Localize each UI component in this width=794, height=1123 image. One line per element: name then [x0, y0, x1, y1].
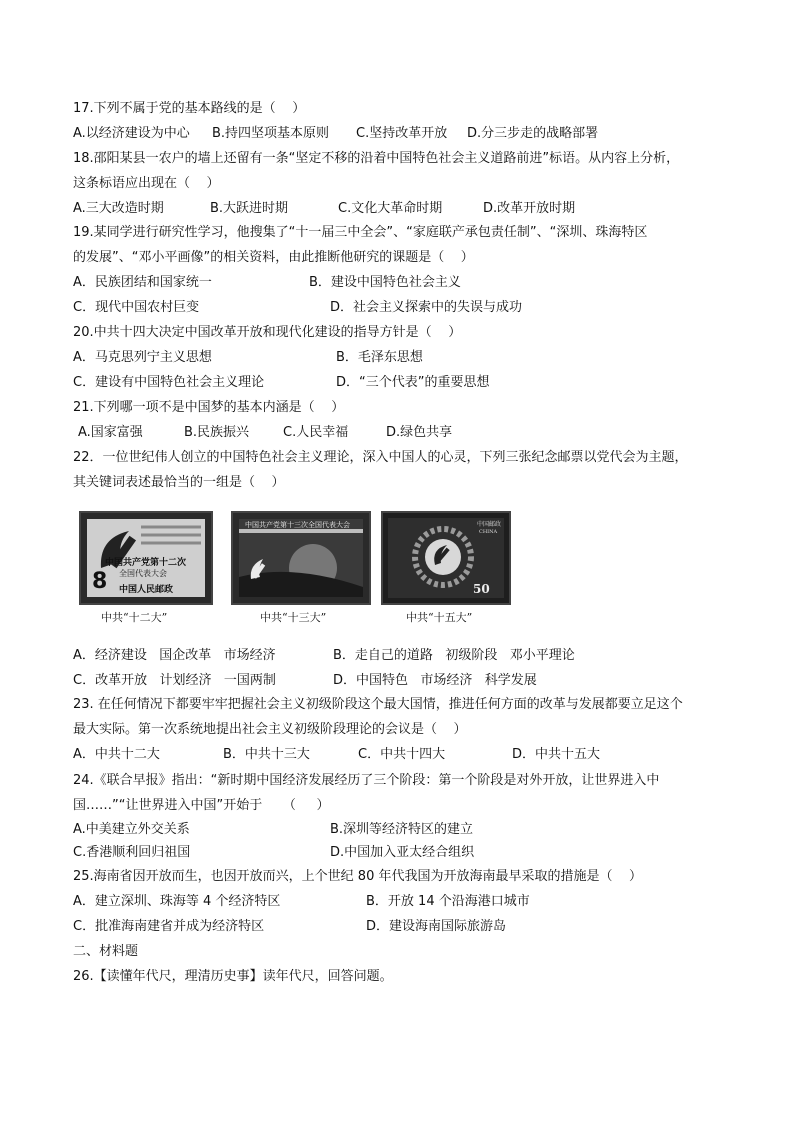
q23-option-b: B．中共十三大	[223, 747, 310, 762]
q22-option-b: B．走自己的道路 初级阶段 邓小平理论	[333, 648, 575, 663]
stamp-12th-value: 8	[92, 569, 108, 594]
stamp-12th-issuer: 中国人民邮政	[119, 585, 174, 595]
stamp-13th-caption: 中共“十三大”	[260, 611, 327, 624]
q19-option-b: B．建设中国特色社会主义	[309, 275, 461, 290]
q25-option-a: A．建立深圳、珠海等 4 个经济特区	[73, 894, 281, 909]
question-26-stem: 26.【读懂年代尺，理清历史事】读年代尺，回答问题。	[73, 969, 393, 984]
question-20-stem: 20.中共十四大决定中国改革开放和现代化建设的指导方针是（ ）	[73, 325, 462, 340]
stamp-12th-congress	[79, 511, 213, 605]
question-22-stem-line1: 22．一位世纪伟人创立的中国特色社会主义理论，深入中国人的心灵，下列三张纪念邮票以党代会为主题，	[73, 450, 688, 465]
question-24-stem-line2: 国……”“让世界进入中国”开始于 （ ）	[73, 798, 330, 813]
question-21-stem: 21.下列哪一项不是中国梦的基本内涵是（ ）	[73, 400, 345, 415]
question-23-stem-line2: 最大实际。第一次系统地提出社会主义初级阶段理论的会议是（ ）	[73, 722, 467, 737]
question-18-stem-line2: 这条标语应出现在（ ）	[73, 176, 220, 191]
q24-option-a: A.中美建立外交关系	[73, 822, 190, 837]
q17-option-a: A.以经济建设为中心	[73, 126, 190, 141]
q20-option-a: A．马克思列宁主义思想	[73, 350, 212, 365]
q25-option-b: B．开放 14 个沿海港口城市	[366, 894, 530, 909]
q24-option-c: C.香港顺利回归祖国	[73, 845, 191, 860]
q21-option-d: D.绿色共享	[386, 425, 453, 440]
q20-option-b: B．毛泽东思想	[336, 350, 423, 365]
stamp-12th-text-1: 中国共产党第十二次	[105, 558, 187, 568]
stamp-12th-text-2: 全国代表大会	[119, 569, 167, 578]
stamp-12th-caption: 中共“十二大”	[101, 611, 168, 624]
q17-option-b: B.持四坚项基本原则	[212, 126, 330, 141]
stamp-15th-congress	[381, 511, 511, 605]
q22-option-a: A．经济建设 国企改革 市场经济	[73, 648, 276, 663]
question-24-stem-line1: 24.《联合早报》指出：“新时期中国经济发展经历了三个阶段：第一个阶段是对外开放，让世界进入中	[73, 773, 660, 788]
q24-option-b: B.深圳等经济特区的建立	[330, 822, 474, 837]
q17-option-c: C.坚持改革开放	[356, 126, 448, 141]
q25-option-d: D．建设海南国际旅游岛	[366, 919, 507, 934]
q18-option-a: A.三大改造时期	[73, 201, 164, 216]
question-22-stem-line2: 其关键词表述最恰当的一组是（ ）	[73, 475, 285, 490]
q21-option-a: A.国家富强	[78, 425, 143, 440]
question-25-stem: 25.海南省因开放而生，也因开放而兴，上个世纪 80 年代我国为开放海南最早采取的措施是（ ）	[73, 869, 643, 884]
stamp-15th-caption: 中共“十五大”	[406, 611, 473, 624]
q25-option-c: C．批准海南建省并成为经济特区	[73, 919, 265, 934]
section-2-heading: 二、材料题	[73, 944, 139, 959]
q17-option-d: D.分三步走的战略部署	[467, 126, 599, 141]
q23-option-a: A．中共十二大	[73, 747, 160, 762]
q22-option-c: C．改革开放 计划经济 一国两制	[73, 673, 276, 688]
q20-option-c: C．建设有中国特色社会主义理论	[73, 375, 265, 390]
question-23-stem-line1: 23. 在任何情况下都要牢牢把握社会主义初级阶段这个最大国情，推进任何方面的改革与发展都要立足这个	[73, 697, 683, 712]
stamp-15th-issuer: 中国邮政	[477, 521, 502, 528]
q21-option-b: B.民族振兴	[184, 425, 250, 440]
q20-option-d: D．“三个代表”的重要思想	[336, 375, 490, 390]
question-19-stem-line2: 的发展”、“邓小平画像”的相关资料，由此推断他研究的课题是（ ）	[73, 250, 474, 265]
question-19-stem-line1: 19.某同学进行研究性学习，他搜集了“十一届三中全会”、“家庭联产承包责任制”、“深圳、珠海特区	[73, 225, 648, 240]
q18-option-d: D.改革开放时期	[483, 201, 576, 216]
q23-option-d: D．中共十五大	[512, 747, 601, 762]
q18-option-c: C.文化大革命时期	[338, 201, 443, 216]
stamp-15th-country: CHINA	[479, 529, 498, 535]
q19-option-c: C．现代中国农村巨变	[73, 300, 200, 315]
stamp-13th-text: 中国共产党第十三次全国代表大会	[245, 521, 350, 529]
q24-option-d: D.中国加入亚太经合组织	[330, 845, 475, 860]
stamp-13th-congress	[231, 511, 371, 605]
stamp-15th-value: 50	[473, 582, 490, 596]
q19-option-d: D．社会主义探索中的失误与成功	[330, 300, 523, 315]
question-17-stem: 17.下列不属于党的基本路线的是（ ）	[73, 101, 306, 116]
q21-option-c: C.人民幸福	[283, 425, 349, 440]
q23-option-c: C．中共十四大	[358, 747, 446, 762]
q18-option-b: B.大跃进时期	[210, 201, 289, 216]
q19-option-a: A．民族团结和国家统一	[73, 275, 212, 290]
question-18-stem-line1: 18.邵阳某县一农户的墙上还留有一条“坚定不移的沿着中国特色社会主义道路前进”标语。从内容上分析，	[73, 151, 680, 166]
q22-option-d: D．中国特色 市场经济 科学发展	[333, 673, 537, 688]
